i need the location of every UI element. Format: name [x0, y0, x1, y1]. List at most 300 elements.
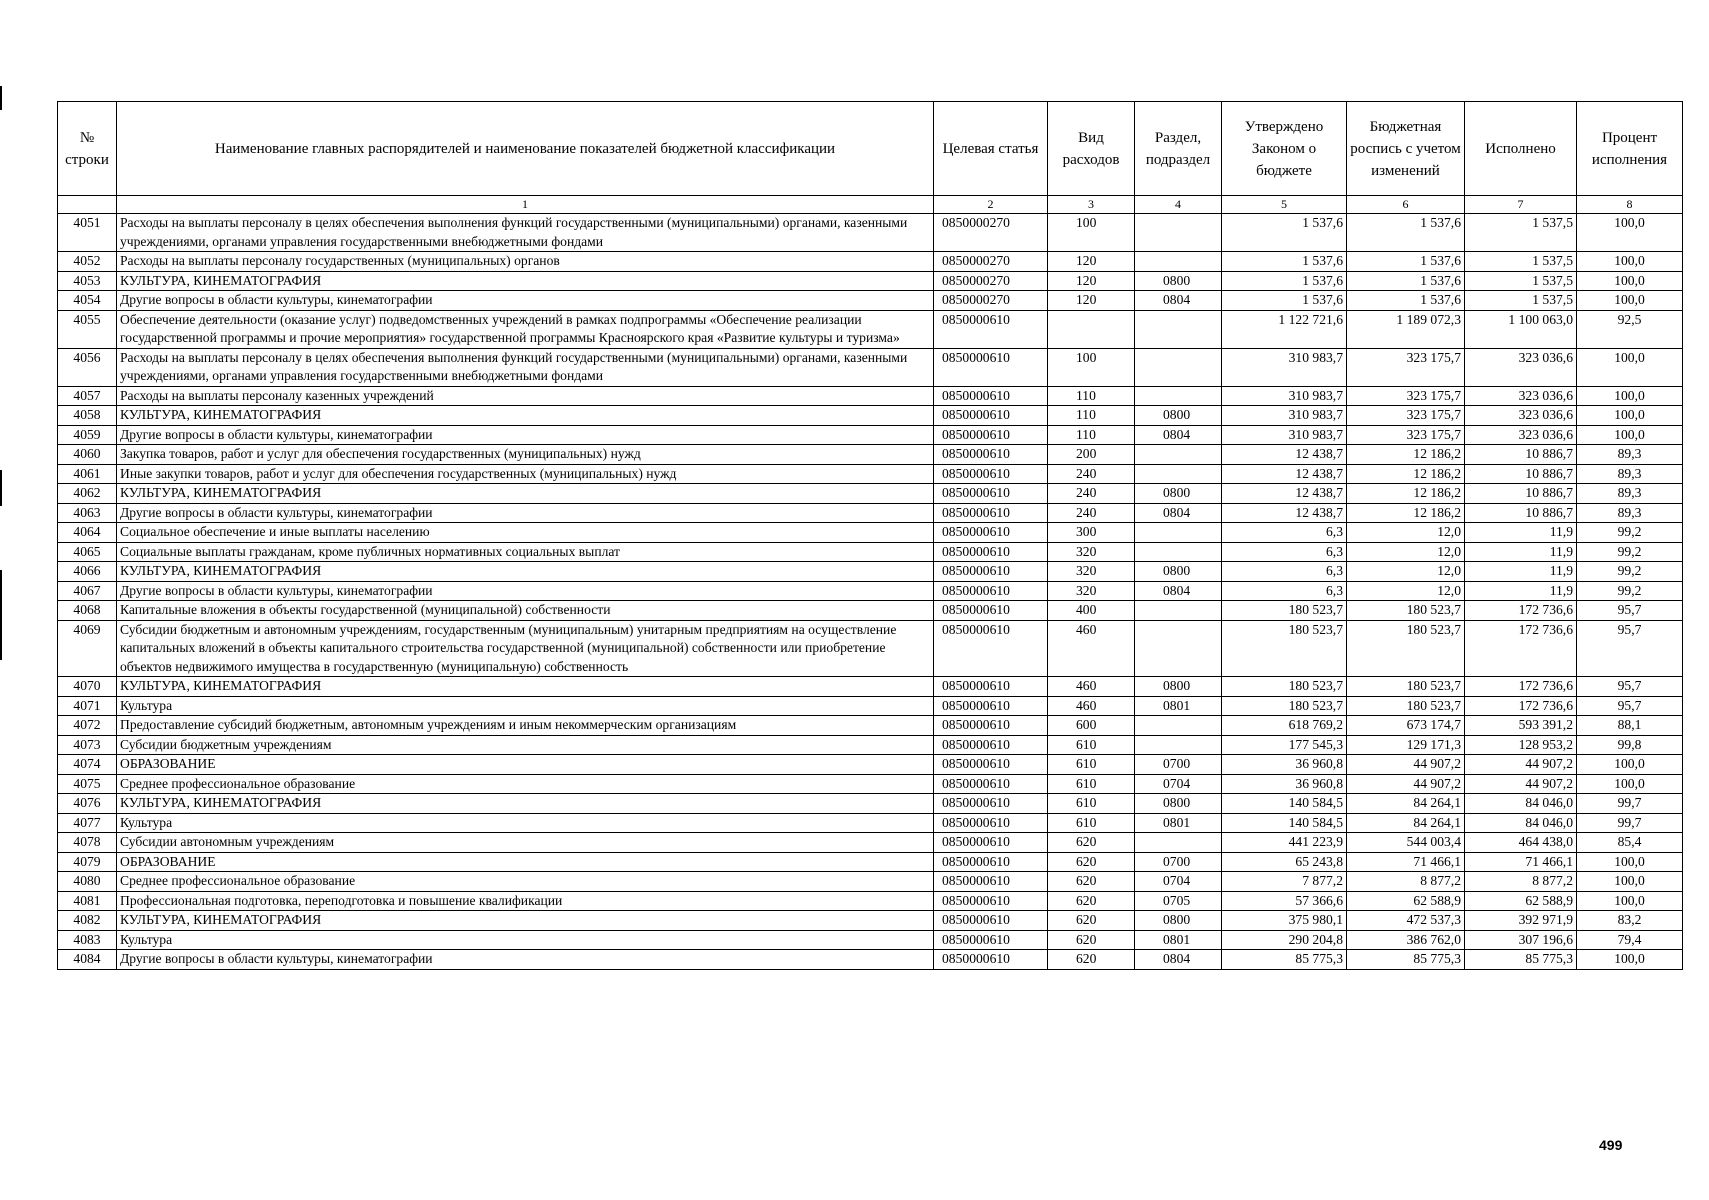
row-number: 4073 — [58, 735, 117, 755]
expense-type: 620 — [1048, 852, 1135, 872]
execution-percent: 95,7 — [1577, 677, 1683, 697]
column-number-row — [58, 196, 1683, 214]
execution-percent: 99,2 — [1577, 581, 1683, 601]
row-name: Иные закупки товаров, работ и услуг для обеспечения государственных (муниципальных) нужд — [117, 464, 934, 484]
row-name: Профессиональная подготовка, переподготовка и повышение квалификации — [117, 891, 934, 911]
executed-amount: 84 046,0 — [1465, 794, 1577, 814]
executed-amount: 323 036,6 — [1465, 386, 1577, 406]
section-subsection — [1135, 445, 1222, 465]
budget-schedule-amount: 1 537,6 — [1347, 252, 1465, 272]
section-subsection — [1135, 716, 1222, 736]
section-subsection: 0804 — [1135, 503, 1222, 523]
executed-amount: 10 886,7 — [1465, 464, 1577, 484]
approved-amount: 1 537,6 — [1222, 252, 1347, 272]
target-article: 0850000610 — [934, 562, 1048, 582]
section-subsection: 0704 — [1135, 774, 1222, 794]
section-subsection: 0801 — [1135, 696, 1222, 716]
budget-schedule-amount: 180 523,7 — [1347, 696, 1465, 716]
column-number: 4 — [1135, 196, 1222, 214]
target-article: 0850000610 — [934, 794, 1048, 814]
budget-schedule-amount: 129 171,3 — [1347, 735, 1465, 755]
row-number: 4079 — [58, 852, 117, 872]
execution-percent: 79,4 — [1577, 930, 1683, 950]
executed-amount: 172 736,6 — [1465, 696, 1577, 716]
expense-type: 620 — [1048, 930, 1135, 950]
executed-amount: 392 971,9 — [1465, 911, 1577, 931]
section-subsection — [1135, 214, 1222, 252]
budget-schedule-amount: 1 537,6 — [1347, 271, 1465, 291]
row-number: 4077 — [58, 813, 117, 833]
column-header: Утверждено Законом о бюджете — [1222, 102, 1347, 196]
expense-type: 100 — [1048, 214, 1135, 252]
executed-amount: 8 877,2 — [1465, 872, 1577, 892]
row-name: Среднее профессиональное образование — [117, 872, 934, 892]
row-name: Другие вопросы в области культуры, кинематографии — [117, 950, 934, 970]
executed-amount: 1 100 063,0 — [1465, 310, 1577, 348]
executed-amount: 10 886,7 — [1465, 445, 1577, 465]
execution-percent: 100,0 — [1577, 425, 1683, 445]
target-article: 0850000270 — [934, 252, 1048, 272]
row-number: 4074 — [58, 755, 117, 775]
executed-amount: 62 588,9 — [1465, 891, 1577, 911]
row-name: Расходы на выплаты персоналу государственных (муниципальных) органов — [117, 252, 934, 272]
target-article: 0850000610 — [934, 716, 1048, 736]
table-row — [58, 735, 1683, 755]
target-article: 0850000610 — [934, 310, 1048, 348]
row-number: 4065 — [58, 542, 117, 562]
budget-schedule-amount: 85 775,3 — [1347, 950, 1465, 970]
table-row — [58, 425, 1683, 445]
table-row — [58, 716, 1683, 736]
table-row — [58, 542, 1683, 562]
column-number — [58, 196, 117, 214]
row-number: 4059 — [58, 425, 117, 445]
table-row — [58, 562, 1683, 582]
approved-amount: 1 537,6 — [1222, 291, 1347, 311]
execution-percent: 100,0 — [1577, 755, 1683, 775]
section-subsection — [1135, 252, 1222, 272]
row-name: КУЛЬТУРА, КИНЕМАТОГРАФИЯ — [117, 406, 934, 426]
row-number: 4056 — [58, 348, 117, 386]
executed-amount: 85 775,3 — [1465, 950, 1577, 970]
approved-amount: 310 983,7 — [1222, 348, 1347, 386]
execution-percent: 88,1 — [1577, 716, 1683, 736]
expense-type: 610 — [1048, 774, 1135, 794]
table-row — [58, 523, 1683, 543]
budget-schedule-amount: 62 588,9 — [1347, 891, 1465, 911]
table-row — [58, 214, 1683, 252]
executed-amount: 593 391,2 — [1465, 716, 1577, 736]
row-name: Субсидии бюджетным и автономным учреждениям, государственным (муниципальным) унитарным предприятиям на осуществление капитальных вложений в объекты капитального строительства государственной (муниципальной) собственности или приобретение объектов недвижимого имущества в государственную (муниципальную) собственность — [117, 620, 934, 677]
scan-margin-mark — [0, 470, 2, 506]
target-article: 0850000610 — [934, 891, 1048, 911]
approved-amount: 310 983,7 — [1222, 386, 1347, 406]
section-subsection: 0705 — [1135, 891, 1222, 911]
row-number: 4084 — [58, 950, 117, 970]
target-article: 0850000610 — [934, 601, 1048, 621]
table-row — [58, 833, 1683, 853]
row-name: Расходы на выплаты персоналу в целях обеспечения выполнения функций государственными (муниципальными) органами, казенными учреждениями, органами управления государственными внебюджетными фондами — [117, 214, 934, 252]
table-row — [58, 872, 1683, 892]
executed-amount: 1 537,5 — [1465, 271, 1577, 291]
section-subsection: 0800 — [1135, 271, 1222, 291]
table-row — [58, 581, 1683, 601]
execution-percent: 99,7 — [1577, 813, 1683, 833]
column-number: 5 — [1222, 196, 1347, 214]
approved-amount: 1 537,6 — [1222, 271, 1347, 291]
expense-type: 460 — [1048, 620, 1135, 677]
section-subsection: 0800 — [1135, 794, 1222, 814]
approved-amount: 180 523,7 — [1222, 677, 1347, 697]
expense-type: 610 — [1048, 755, 1135, 775]
executed-amount: 172 736,6 — [1465, 677, 1577, 697]
column-header: Процент исполнения — [1577, 102, 1683, 196]
expense-type: 240 — [1048, 484, 1135, 504]
budget-schedule-amount: 1 537,6 — [1347, 291, 1465, 311]
expense-type: 120 — [1048, 252, 1135, 272]
section-subsection: 0704 — [1135, 872, 1222, 892]
executed-amount: 10 886,7 — [1465, 503, 1577, 523]
execution-percent: 99,8 — [1577, 735, 1683, 755]
executed-amount: 71 466,1 — [1465, 852, 1577, 872]
budget-schedule-amount: 12,0 — [1347, 562, 1465, 582]
table-row — [58, 271, 1683, 291]
approved-amount: 6,3 — [1222, 542, 1347, 562]
expense-type — [1048, 310, 1135, 348]
budget-schedule-amount: 323 175,7 — [1347, 425, 1465, 445]
target-article: 0850000270 — [934, 291, 1048, 311]
section-subsection — [1135, 523, 1222, 543]
row-name: КУЛЬТУРА, КИНЕМАТОГРАФИЯ — [117, 484, 934, 504]
expense-type: 120 — [1048, 271, 1135, 291]
budget-schedule-amount: 386 762,0 — [1347, 930, 1465, 950]
row-number: 4062 — [58, 484, 117, 504]
budget-schedule-amount: 472 537,3 — [1347, 911, 1465, 931]
expense-type: 200 — [1048, 445, 1135, 465]
target-article: 0850000610 — [934, 677, 1048, 697]
row-name: Обеспечение деятельности (оказание услуг) подведомственных учреждений в рамках подпрограммы «Обеспечение реализации государственной программы и прочие мероприятия» государственной программы Красноярского края «Развитие культуры и туризма» — [117, 310, 934, 348]
expense-type: 320 — [1048, 562, 1135, 582]
table-row — [58, 620, 1683, 677]
row-name: КУЛЬТУРА, КИНЕМАТОГРАФИЯ — [117, 562, 934, 582]
row-name: Культура — [117, 813, 934, 833]
row-name: ОБРАЗОВАНИЕ — [117, 755, 934, 775]
approved-amount: 140 584,5 — [1222, 813, 1347, 833]
budget-schedule-amount: 180 523,7 — [1347, 620, 1465, 677]
budget-schedule-amount: 71 466,1 — [1347, 852, 1465, 872]
expense-type: 620 — [1048, 833, 1135, 853]
row-number: 4070 — [58, 677, 117, 697]
execution-percent: 95,7 — [1577, 696, 1683, 716]
approved-amount: 310 983,7 — [1222, 425, 1347, 445]
execution-percent: 100,0 — [1577, 891, 1683, 911]
target-article: 0850000610 — [934, 581, 1048, 601]
row-name: Капитальные вложения в объекты государственной (муниципальной) собственности — [117, 601, 934, 621]
target-article: 0850000610 — [934, 774, 1048, 794]
budget-table — [57, 101, 1683, 970]
expense-type: 110 — [1048, 425, 1135, 445]
executed-amount: 11,9 — [1465, 562, 1577, 582]
row-number: 4075 — [58, 774, 117, 794]
approved-amount: 310 983,7 — [1222, 406, 1347, 426]
budget-schedule-amount: 44 907,2 — [1347, 755, 1465, 775]
target-article: 0850000610 — [934, 852, 1048, 872]
column-header: № строки — [58, 102, 117, 196]
execution-percent: 100,0 — [1577, 214, 1683, 252]
budget-schedule-amount: 323 175,7 — [1347, 406, 1465, 426]
section-subsection: 0801 — [1135, 930, 1222, 950]
row-name: Закупка товаров, работ и услуг для обеспечения государственных (муниципальных) нужд — [117, 445, 934, 465]
table-row — [58, 503, 1683, 523]
budget-schedule-amount: 180 523,7 — [1347, 601, 1465, 621]
table-row — [58, 406, 1683, 426]
budget-schedule-amount: 12,0 — [1347, 581, 1465, 601]
expense-type: 610 — [1048, 735, 1135, 755]
execution-percent: 100,0 — [1577, 386, 1683, 406]
section-subsection: 0800 — [1135, 406, 1222, 426]
scan-margin-mark — [0, 570, 2, 660]
row-name: Расходы на выплаты персоналу в целях обеспечения выполнения функций государственными (муниципальными) органами, казенными учреждениями, органами управления государственными внебюджетными фондами — [117, 348, 934, 386]
budget-schedule-amount: 44 907,2 — [1347, 774, 1465, 794]
row-number: 4066 — [58, 562, 117, 582]
budget-schedule-amount: 12,0 — [1347, 523, 1465, 543]
executed-amount: 1 537,5 — [1465, 252, 1577, 272]
target-article: 0850000610 — [934, 930, 1048, 950]
expense-type: 300 — [1048, 523, 1135, 543]
expense-type: 320 — [1048, 542, 1135, 562]
row-number: 4054 — [58, 291, 117, 311]
execution-percent: 99,2 — [1577, 523, 1683, 543]
execution-percent: 100,0 — [1577, 406, 1683, 426]
approved-amount: 7 877,2 — [1222, 872, 1347, 892]
table-row — [58, 484, 1683, 504]
executed-amount: 323 036,6 — [1465, 425, 1577, 445]
target-article: 0850000610 — [934, 406, 1048, 426]
column-number: 3 — [1048, 196, 1135, 214]
section-subsection: 0800 — [1135, 911, 1222, 931]
approved-amount: 36 960,8 — [1222, 774, 1347, 794]
budget-schedule-amount: 12 186,2 — [1347, 464, 1465, 484]
target-article: 0850000610 — [934, 542, 1048, 562]
executed-amount: 172 736,6 — [1465, 601, 1577, 621]
table-body — [58, 214, 1683, 970]
execution-percent: 99,2 — [1577, 542, 1683, 562]
budget-schedule-amount: 84 264,1 — [1347, 794, 1465, 814]
row-name: Другие вопросы в области культуры, кинематографии — [117, 291, 934, 311]
budget-schedule-amount: 1 189 072,3 — [1347, 310, 1465, 348]
approved-amount: 65 243,8 — [1222, 852, 1347, 872]
row-number: 4081 — [58, 891, 117, 911]
executed-amount: 1 537,5 — [1465, 214, 1577, 252]
execution-percent: 100,0 — [1577, 271, 1683, 291]
row-number: 4061 — [58, 464, 117, 484]
target-article: 0850000610 — [934, 484, 1048, 504]
approved-amount: 140 584,5 — [1222, 794, 1347, 814]
approved-amount: 290 204,8 — [1222, 930, 1347, 950]
table-row — [58, 696, 1683, 716]
target-article: 0850000610 — [934, 950, 1048, 970]
section-subsection: 0700 — [1135, 755, 1222, 775]
expense-type: 460 — [1048, 696, 1135, 716]
section-subsection: 0800 — [1135, 484, 1222, 504]
target-article: 0850000610 — [934, 425, 1048, 445]
approved-amount: 177 545,3 — [1222, 735, 1347, 755]
target-article: 0850000610 — [934, 833, 1048, 853]
row-name: Другие вопросы в области культуры, кинематографии — [117, 503, 934, 523]
budget-schedule-amount: 673 174,7 — [1347, 716, 1465, 736]
target-article: 0850000270 — [934, 271, 1048, 291]
expense-type: 620 — [1048, 872, 1135, 892]
budget-schedule-amount: 1 537,6 — [1347, 214, 1465, 252]
section-subsection: 0800 — [1135, 677, 1222, 697]
execution-percent: 92,5 — [1577, 310, 1683, 348]
approved-amount: 180 523,7 — [1222, 620, 1347, 677]
row-number: 4071 — [58, 696, 117, 716]
page-number: 499 — [1599, 1137, 1623, 1153]
row-name: КУЛЬТУРА, КИНЕМАТОГРАФИЯ — [117, 794, 934, 814]
expense-type: 620 — [1048, 911, 1135, 931]
row-number: 4078 — [58, 833, 117, 853]
approved-amount: 85 775,3 — [1222, 950, 1347, 970]
section-subsection — [1135, 542, 1222, 562]
row-name: КУЛЬТУРА, КИНЕМАТОГРАФИЯ — [117, 677, 934, 697]
target-article: 0850000610 — [934, 503, 1048, 523]
row-number: 4055 — [58, 310, 117, 348]
expense-type: 610 — [1048, 813, 1135, 833]
row-name: Субсидии бюджетным учреждениям — [117, 735, 934, 755]
approved-amount: 618 769,2 — [1222, 716, 1347, 736]
executed-amount: 10 886,7 — [1465, 484, 1577, 504]
row-number: 4068 — [58, 601, 117, 621]
section-subsection — [1135, 833, 1222, 853]
approved-amount: 6,3 — [1222, 562, 1347, 582]
column-number: 1 — [117, 196, 934, 214]
expense-type: 320 — [1048, 581, 1135, 601]
row-number: 4083 — [58, 930, 117, 950]
row-number: 4053 — [58, 271, 117, 291]
row-name: Социальные выплаты гражданам, кроме публичных нормативных социальных выплат — [117, 542, 934, 562]
row-name: Культура — [117, 930, 934, 950]
approved-amount: 12 438,7 — [1222, 464, 1347, 484]
expense-type: 620 — [1048, 891, 1135, 911]
table-row — [58, 911, 1683, 931]
column-header: Раздел, подраздел — [1135, 102, 1222, 196]
row-name: Предоставление субсидий бюджетным, автономным учреждениям и иным некоммерческим организациям — [117, 716, 934, 736]
section-subsection — [1135, 464, 1222, 484]
row-name: КУЛЬТУРА, КИНЕМАТОГРАФИЯ — [117, 271, 934, 291]
expense-type: 100 — [1048, 348, 1135, 386]
expense-type: 240 — [1048, 464, 1135, 484]
row-name: Культура — [117, 696, 934, 716]
table-row — [58, 755, 1683, 775]
expense-type: 620 — [1048, 950, 1135, 970]
section-subsection: 0801 — [1135, 813, 1222, 833]
expense-type: 120 — [1048, 291, 1135, 311]
executed-amount: 11,9 — [1465, 581, 1577, 601]
execution-percent: 89,3 — [1577, 464, 1683, 484]
approved-amount: 375 980,1 — [1222, 911, 1347, 931]
budget-schedule-amount: 323 175,7 — [1347, 348, 1465, 386]
column-number: 6 — [1347, 196, 1465, 214]
table-row — [58, 291, 1683, 311]
expense-type: 110 — [1048, 406, 1135, 426]
column-header: Исполнено — [1465, 102, 1577, 196]
budget-schedule-amount: 180 523,7 — [1347, 677, 1465, 697]
column-header: Целевая статья — [934, 102, 1048, 196]
row-number: 4076 — [58, 794, 117, 814]
table-row — [58, 601, 1683, 621]
table-row — [58, 950, 1683, 970]
table-row — [58, 348, 1683, 386]
approved-amount: 6,3 — [1222, 581, 1347, 601]
row-number: 4072 — [58, 716, 117, 736]
section-subsection — [1135, 735, 1222, 755]
section-subsection: 0700 — [1135, 852, 1222, 872]
budget-schedule-amount: 84 264,1 — [1347, 813, 1465, 833]
row-name: Социальное обеспечение и иные выплаты населению — [117, 523, 934, 543]
execution-percent: 100,0 — [1577, 872, 1683, 892]
row-number: 4063 — [58, 503, 117, 523]
table-header-row — [58, 102, 1683, 196]
execution-percent: 89,3 — [1577, 503, 1683, 523]
approved-amount: 1 537,6 — [1222, 214, 1347, 252]
executed-amount: 84 046,0 — [1465, 813, 1577, 833]
executed-amount: 323 036,6 — [1465, 348, 1577, 386]
execution-percent: 89,3 — [1577, 484, 1683, 504]
executed-amount: 128 953,2 — [1465, 735, 1577, 755]
execution-percent: 99,2 — [1577, 562, 1683, 582]
expense-type: 600 — [1048, 716, 1135, 736]
approved-amount: 1 122 721,6 — [1222, 310, 1347, 348]
column-header: Бюджетная роспись с учетом изменений — [1347, 102, 1465, 196]
target-article: 0850000270 — [934, 214, 1048, 252]
row-name: Другие вопросы в области культуры, кинематографии — [117, 581, 934, 601]
row-name: Субсидии автономным учреждениям — [117, 833, 934, 853]
execution-percent: 89,3 — [1577, 445, 1683, 465]
row-number: 4080 — [58, 872, 117, 892]
approved-amount: 36 960,8 — [1222, 755, 1347, 775]
budget-schedule-amount: 544 003,4 — [1347, 833, 1465, 853]
section-subsection — [1135, 620, 1222, 677]
target-article: 0850000610 — [934, 620, 1048, 677]
target-article: 0850000610 — [934, 755, 1048, 775]
row-name: Другие вопросы в области культуры, кинематографии — [117, 425, 934, 445]
approved-amount: 12 438,7 — [1222, 445, 1347, 465]
section-subsection: 0804 — [1135, 581, 1222, 601]
row-number: 4082 — [58, 911, 117, 931]
execution-percent: 100,0 — [1577, 348, 1683, 386]
target-article: 0850000610 — [934, 696, 1048, 716]
executed-amount: 44 907,2 — [1465, 774, 1577, 794]
budget-schedule-amount: 12,0 — [1347, 542, 1465, 562]
section-subsection: 0804 — [1135, 425, 1222, 445]
row-number: 4064 — [58, 523, 117, 543]
target-article: 0850000610 — [934, 911, 1048, 931]
section-subsection — [1135, 348, 1222, 386]
execution-percent: 95,7 — [1577, 601, 1683, 621]
table-row — [58, 891, 1683, 911]
budget-schedule-amount: 12 186,2 — [1347, 503, 1465, 523]
section-subsection: 0804 — [1135, 291, 1222, 311]
executed-amount: 172 736,6 — [1465, 620, 1577, 677]
section-subsection — [1135, 386, 1222, 406]
approved-amount: 57 366,6 — [1222, 891, 1347, 911]
target-article: 0850000610 — [934, 464, 1048, 484]
execution-percent: 85,4 — [1577, 833, 1683, 853]
row-name: Среднее профессиональное образование — [117, 774, 934, 794]
executed-amount: 307 196,6 — [1465, 930, 1577, 950]
execution-percent: 99,7 — [1577, 794, 1683, 814]
